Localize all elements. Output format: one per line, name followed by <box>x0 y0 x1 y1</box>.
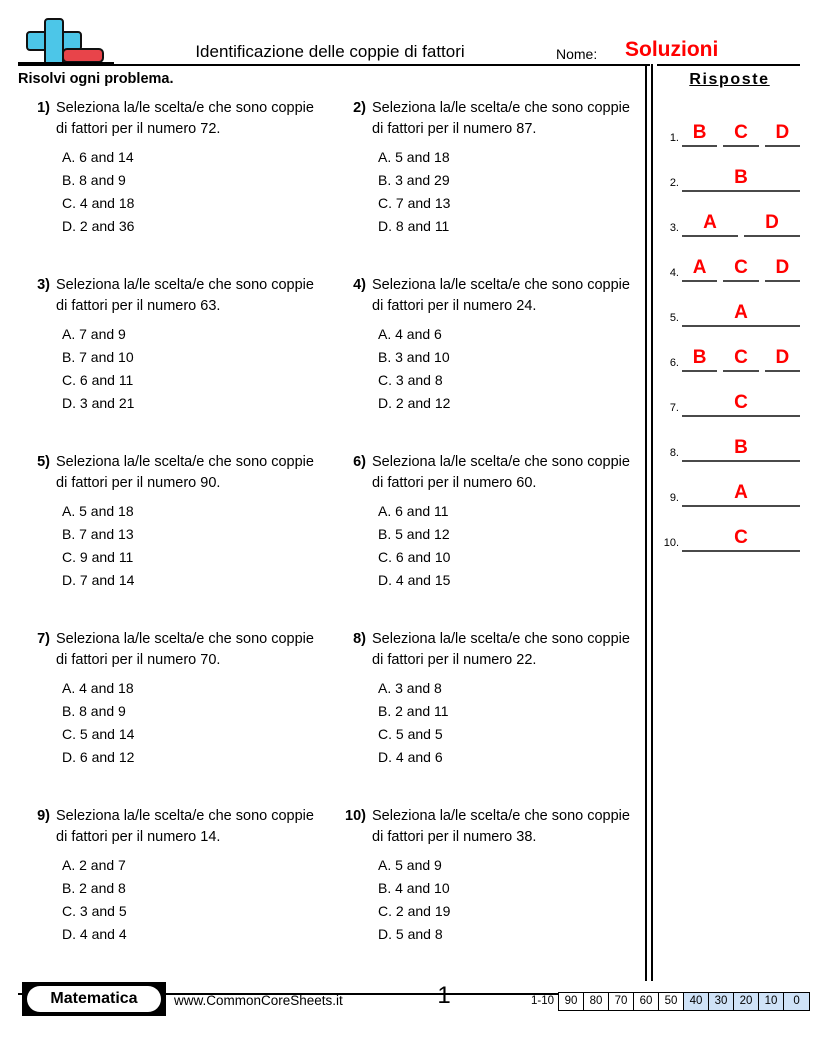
answer-row <box>657 100 802 145</box>
question-text: Seleziona la/le scelta/e che sono coppie di fattori per il numero 63. <box>56 277 314 314</box>
answer-row <box>657 325 802 370</box>
answer-row <box>657 190 802 235</box>
question-item <box>14 450 330 625</box>
answer-value: A <box>734 482 748 503</box>
question-text: Seleziona la/le scelta/e che sono coppie di fattori per il numero 38. <box>372 808 630 845</box>
scale-cell: 70 <box>609 993 634 1010</box>
subject-pill <box>27 986 161 1012</box>
answer-row <box>657 460 802 505</box>
choice-list <box>62 854 312 946</box>
choice-list <box>62 677 312 769</box>
choice-list <box>378 854 628 946</box>
question-row <box>14 450 646 625</box>
answer-blank[interactable] <box>682 381 800 417</box>
scale-cell: 40 <box>684 993 709 1010</box>
choice-option[interactable]: D. 3 and 21 <box>62 395 135 411</box>
choice-option[interactable]: B. 4 and 10 <box>378 880 450 896</box>
answer-slots <box>682 336 800 370</box>
answer-index: 6. <box>669 357 679 369</box>
question-row <box>14 96 646 271</box>
choice-option[interactable]: A. 3 and 8 <box>378 680 442 696</box>
choice-option[interactable]: D. 4 and 6 <box>378 749 443 765</box>
choice-option[interactable]: A. 6 and 14 <box>62 149 134 165</box>
choice-option[interactable]: C. 6 and 10 <box>378 549 451 565</box>
choice-list <box>378 677 628 769</box>
choice-option[interactable]: C. 4 and 18 <box>62 195 135 211</box>
question-row <box>14 804 646 979</box>
question-item <box>14 273 330 448</box>
answer-blank[interactable] <box>723 336 758 372</box>
question-row <box>14 627 646 802</box>
answer-slots <box>682 291 800 325</box>
answer-slots <box>682 426 800 460</box>
choice-option[interactable]: B. 3 and 29 <box>378 172 450 188</box>
worksheet-header <box>0 0 816 64</box>
answer-blank[interactable] <box>682 201 738 237</box>
answer-blank[interactable] <box>682 471 800 507</box>
subject-badge <box>22 982 166 1016</box>
answer-value: A <box>703 212 717 233</box>
question-item <box>330 804 646 979</box>
question-number: 8) <box>353 631 366 647</box>
scale-cell: 30 <box>709 993 734 1010</box>
questions-grid <box>14 96 646 966</box>
logo-plus-vertical <box>44 18 64 66</box>
question-item <box>330 450 646 625</box>
answer-blank[interactable] <box>765 336 800 372</box>
question-item <box>330 96 646 271</box>
question-text: Seleziona la/le scelta/e che sono coppie di fattori per il numero 24. <box>372 277 630 314</box>
name-value: Soluzioni <box>625 38 719 61</box>
scale-range-label: 1-10 <box>531 995 555 1007</box>
choice-option[interactable]: C. 3 and 5 <box>62 903 127 919</box>
scale-cell: 10 <box>759 993 784 1010</box>
choice-option[interactable]: A. 4 and 6 <box>378 326 442 342</box>
choice-option[interactable]: B. 2 and 11 <box>378 703 449 719</box>
plus-minus-logo-icon <box>18 18 114 64</box>
answer-blank[interactable] <box>682 156 800 192</box>
question-number: 2) <box>353 100 366 116</box>
choice-option[interactable]: D. 5 and 8 <box>378 926 443 942</box>
answer-blank[interactable] <box>744 201 800 237</box>
question-text: Seleziona la/le scelta/e che sono coppie di fattori per il numero 70. <box>56 631 314 668</box>
answer-row <box>657 415 802 460</box>
answer-index: 3. <box>669 222 679 234</box>
choice-option[interactable]: D. 4 and 4 <box>62 926 127 942</box>
answer-index: 4. <box>669 267 679 279</box>
question-text: Seleziona la/le scelta/e che sono coppie di fattori per il numero 72. <box>56 100 314 137</box>
choice-option[interactable]: A. 7 and 9 <box>62 326 126 342</box>
question-item <box>14 96 330 271</box>
question-number: 10) <box>345 808 366 824</box>
answer-blank[interactable] <box>765 246 800 282</box>
choice-option[interactable]: C. 5 and 5 <box>378 726 443 742</box>
answers-title: Risposte <box>689 71 770 88</box>
instructions-text: Risolvi ogni problema. <box>18 71 174 87</box>
question-number: 6) <box>353 454 366 470</box>
answer-slots <box>682 111 800 145</box>
choice-option[interactable]: D. 6 and 12 <box>62 749 135 765</box>
header-rule-left <box>18 64 650 66</box>
answer-index: 8. <box>669 447 679 459</box>
answer-slots <box>682 471 800 505</box>
answer-slots <box>682 201 800 235</box>
answer-value: A <box>734 302 748 323</box>
divider-line-inner <box>651 64 653 981</box>
answer-row <box>657 145 802 190</box>
question-text: Seleziona la/le scelta/e che sono coppie di fattori per il numero 90. <box>56 454 314 491</box>
answer-row <box>657 235 802 280</box>
choice-list <box>378 500 628 592</box>
answer-value: D <box>775 257 790 278</box>
choice-option[interactable]: B. 8 and 9 <box>62 703 126 719</box>
name-label: Nome: <box>556 46 598 62</box>
question-row <box>14 273 646 448</box>
answer-row <box>657 280 802 325</box>
choice-option[interactable]: A. 5 and 9 <box>378 857 442 873</box>
answer-blank[interactable] <box>765 111 800 147</box>
choice-option[interactable]: C. 9 and 11 <box>62 549 134 565</box>
choice-option[interactable]: B. 2 and 8 <box>62 880 126 896</box>
answer-value: D <box>765 212 779 233</box>
choice-list <box>378 323 628 415</box>
choice-option[interactable]: A. 5 and 18 <box>62 503 134 519</box>
score-scale <box>531 992 810 1011</box>
scale-cell: 50 <box>659 993 684 1010</box>
answer-value: B <box>692 347 707 368</box>
choice-option[interactable]: A. 2 and 7 <box>62 857 126 873</box>
choice-option[interactable]: A. 4 and 18 <box>62 680 134 696</box>
answer-value: C <box>734 257 748 278</box>
choice-option[interactable]: C. 3 and 8 <box>378 372 443 388</box>
answer-value: C <box>734 527 748 548</box>
question-item <box>14 804 330 979</box>
answer-value: B <box>734 437 748 458</box>
choice-list <box>62 500 312 592</box>
answer-value: B <box>734 167 748 188</box>
answer-value: D <box>775 347 790 368</box>
choice-option[interactable]: A. 5 and 18 <box>378 149 450 165</box>
answer-blank[interactable] <box>723 246 758 282</box>
choice-option[interactable]: C. 6 and 11 <box>62 372 134 388</box>
answer-blank[interactable] <box>682 426 800 462</box>
answer-blank[interactable] <box>682 246 717 282</box>
answer-value: C <box>734 392 748 413</box>
choice-option[interactable]: B. 7 and 13 <box>62 526 134 542</box>
subject-label: Matematica <box>50 990 138 1007</box>
choice-option[interactable]: C. 2 and 19 <box>378 903 451 919</box>
choice-option[interactable]: D. 2 and 12 <box>378 395 451 411</box>
answer-index: 10. <box>663 537 679 549</box>
question-text: Seleziona la/le scelta/e che sono coppie di fattori per il numero 87. <box>372 100 630 137</box>
question-number: 4) <box>353 277 366 293</box>
choice-option[interactable]: C. 7 and 13 <box>378 195 451 211</box>
answer-blank[interactable] <box>682 111 717 147</box>
answer-value: C <box>734 122 748 143</box>
answers-panel <box>657 64 802 564</box>
answer-row <box>657 370 802 415</box>
answer-index: 7. <box>669 402 679 414</box>
choice-option[interactable]: B. 3 and 10 <box>378 349 450 365</box>
choice-list <box>62 323 312 415</box>
answer-index: 2. <box>669 177 679 189</box>
answer-slots <box>682 156 800 190</box>
question-item <box>14 627 330 802</box>
column-divider <box>645 64 655 981</box>
choice-option[interactable]: D. 7 and 14 <box>62 572 135 588</box>
answer-value: D <box>775 122 790 143</box>
answer-index: 9. <box>669 492 679 504</box>
question-text: Seleziona la/le scelta/e che sono coppie di fattori per il numero 14. <box>56 808 314 845</box>
answer-blank[interactable] <box>682 336 717 372</box>
answer-blank[interactable] <box>682 516 800 552</box>
question-number: 3) <box>37 277 50 293</box>
answer-slots <box>682 516 800 550</box>
choice-option[interactable]: B. 8 and 9 <box>62 172 126 188</box>
scale-cell: 0 <box>784 993 809 1010</box>
question-number: 5) <box>37 454 50 470</box>
answer-row <box>657 505 802 550</box>
answer-index: 1. <box>669 132 679 144</box>
answer-value: C <box>734 347 748 368</box>
choice-option[interactable]: B. 5 and 12 <box>378 526 450 542</box>
page-title: Identificazione delle coppie di fattori <box>195 42 465 61</box>
answer-value: B <box>692 122 707 143</box>
question-number: 1) <box>37 100 50 116</box>
choice-list <box>62 146 312 238</box>
answer-blank[interactable] <box>682 291 800 327</box>
choice-option[interactable]: A. 6 and 11 <box>378 503 449 519</box>
question-item <box>330 627 646 802</box>
scale-cell: 60 <box>634 993 659 1010</box>
scale-cells <box>558 992 810 1011</box>
question-text: Seleziona la/le scelta/e che sono coppie di fattori per il numero 60. <box>372 454 630 491</box>
scale-cell: 80 <box>584 993 609 1010</box>
answer-value: A <box>692 257 707 278</box>
answer-slots <box>682 246 800 280</box>
choice-list <box>378 146 628 238</box>
choice-option[interactable]: D. 8 and 11 <box>378 218 450 234</box>
answer-index: 5. <box>669 312 679 324</box>
scale-cell: 20 <box>734 993 759 1010</box>
scale-cell: 90 <box>559 993 584 1010</box>
choice-option[interactable]: D. 2 and 36 <box>62 218 135 234</box>
question-item <box>330 273 646 448</box>
choice-option[interactable]: C. 5 and 14 <box>62 726 135 742</box>
worksheet-footer <box>0 981 816 1056</box>
answer-slots <box>682 381 800 415</box>
site-url: www.CommonCoreSheets.it <box>174 993 343 1008</box>
question-number: 9) <box>37 808 50 824</box>
page-number: 1 <box>437 982 451 1009</box>
logo-minus-bar <box>62 48 104 63</box>
answer-blank[interactable] <box>723 111 758 147</box>
choice-option[interactable]: B. 7 and 10 <box>62 349 134 365</box>
question-number: 7) <box>37 631 50 647</box>
question-text: Seleziona la/le scelta/e che sono coppie di fattori per il numero 22. <box>372 631 630 668</box>
choice-option[interactable]: D. 4 and 15 <box>378 572 451 588</box>
